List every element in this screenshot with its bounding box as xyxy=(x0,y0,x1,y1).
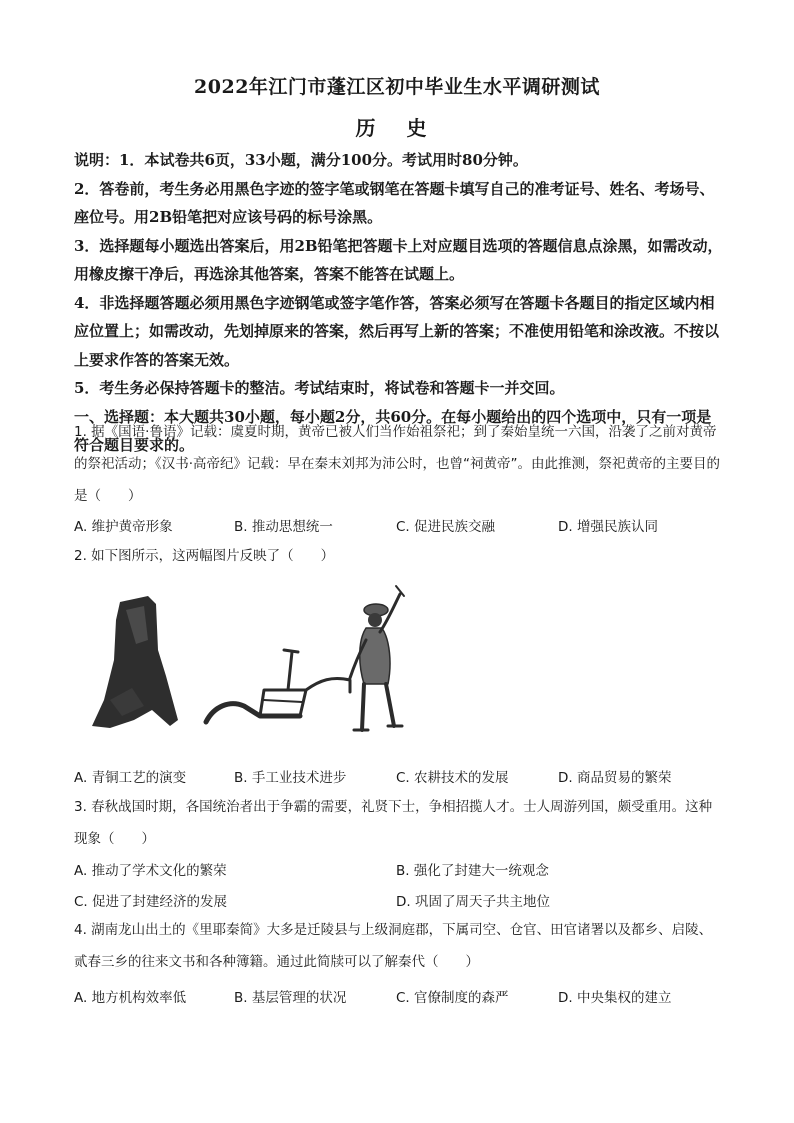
instructions xyxy=(74,146,724,460)
option-c[interactable]: C. 农耕技术的发展 xyxy=(396,770,509,786)
section-heading: 一、选择题：本大题共30小题，每小题2分，共60分。在每小题给出的四个选项中，只有一项是符合题目要求的。 xyxy=(74,407,712,454)
option-b[interactable]: B. 推动思想统一 xyxy=(234,519,333,535)
option-b[interactable]: B. 手工业技术进步 xyxy=(234,770,347,786)
question-2-stem: 2. 如下图所示，这两幅图片反映了（ ） xyxy=(74,548,335,564)
option-a[interactable]: A. 青铜工艺的演变 xyxy=(74,770,187,786)
option-c[interactable]: C. 促进了封建经济的发展 xyxy=(74,894,228,910)
option-d[interactable]: D. 商品贸易的繁荣 xyxy=(558,770,672,786)
question-1-stem: 1. 据《国语·鲁语》记载：虞夏时期，黄帝已被人们当作始祖祭祀；到了秦始皇统一六国，沿袭了之前对黄帝的祭祀活动；《汉书·高帝纪》记载：早在秦末刘邦为沛公时，也曾“祠黄帝”。由此推测，祭祀黄帝的主要目的是（ ） xyxy=(74,424,721,504)
instruction-1: 说明：1．本试卷共6页，33小题，满分100分。考试用时80分钟。 xyxy=(74,151,528,169)
option-d[interactable]: D. 增强民族认同 xyxy=(558,519,658,535)
question-4-options xyxy=(74,986,724,1018)
option-c[interactable]: C. 官僚制度的森严 xyxy=(396,990,509,1006)
question-4 xyxy=(74,914,724,978)
option-a[interactable]: A. 推动了学术文化的繁荣 xyxy=(74,863,227,879)
option-a[interactable]: A. 地方机构效率低 xyxy=(74,990,187,1006)
question-2 xyxy=(74,540,724,572)
option-b[interactable]: B. 强化了封建大一统观念 xyxy=(396,863,549,879)
plough-illustration xyxy=(74,580,494,750)
option-c[interactable]: C. 促进民族交融 xyxy=(396,519,496,535)
question-2-figure xyxy=(74,580,494,750)
subject-heading: 历 史 xyxy=(355,116,439,140)
option-d[interactable]: D. 中央集权的建立 xyxy=(558,990,672,1006)
instruction-3: 3．选择题每小题选出答案后，用2B铅笔把答题卡上对应题目选项的答题信息点涂黑，如需改动，用橡皮擦干净后，再选涂其他答案，答案不能答在试题上。 xyxy=(74,236,723,283)
question-3-options-row-1 xyxy=(74,859,724,891)
question-3 xyxy=(74,791,724,855)
question-3-stem: 3. 春秋战国时期，各国统治者出于争霸的需要，礼贤下士，争相招揽人才。士人周游列国，颇受重用。这种现象（ ） xyxy=(74,799,713,847)
instruction-5: 5．考生务必保持答题卡的整洁。考试结束时，将试卷和答题卡一并交回。 xyxy=(74,379,565,397)
question-1 xyxy=(74,416,724,512)
option-a[interactable]: A. 维护黄帝形象 xyxy=(74,519,173,535)
option-b[interactable]: B. 基层管理的状况 xyxy=(234,990,347,1006)
plough-share-image xyxy=(92,596,178,728)
farmer-plough-image xyxy=(206,586,404,730)
instruction-2: 2．答卷前，考生务必用黑色字迹的签字笔或钢笔在答题卡填写自己的准考证号、姓名、考场号、座位号。用2B铅笔把对应该号码的标号涂黑。 xyxy=(74,179,715,226)
option-d[interactable]: D. 巩固了周天子共主地位 xyxy=(396,894,550,910)
exam-title: 2022年江门市蓬江区初中毕业生水平调研测试 xyxy=(194,76,600,98)
question-4-stem: 4. 湖南龙山出土的《里耶秦简》大多是迁陵县与上级洞庭郡，下属司空、仓官、田官诸署以及都乡、启陵、贰春三乡的往来文书和各种簿籍。通过此简牍可以了解秦代（ ） xyxy=(74,922,713,970)
instruction-4: 4．非选择题答题必须用黑色字迹钢笔或签字笔作答，答案必须写在答题卡各题目的指定区域内相应位置上；如需改动，先划掉原来的答案，然后再写上新的答案；不准使用铅笔和涂改液。不按以上要求作答的答案无效。 xyxy=(74,293,720,369)
